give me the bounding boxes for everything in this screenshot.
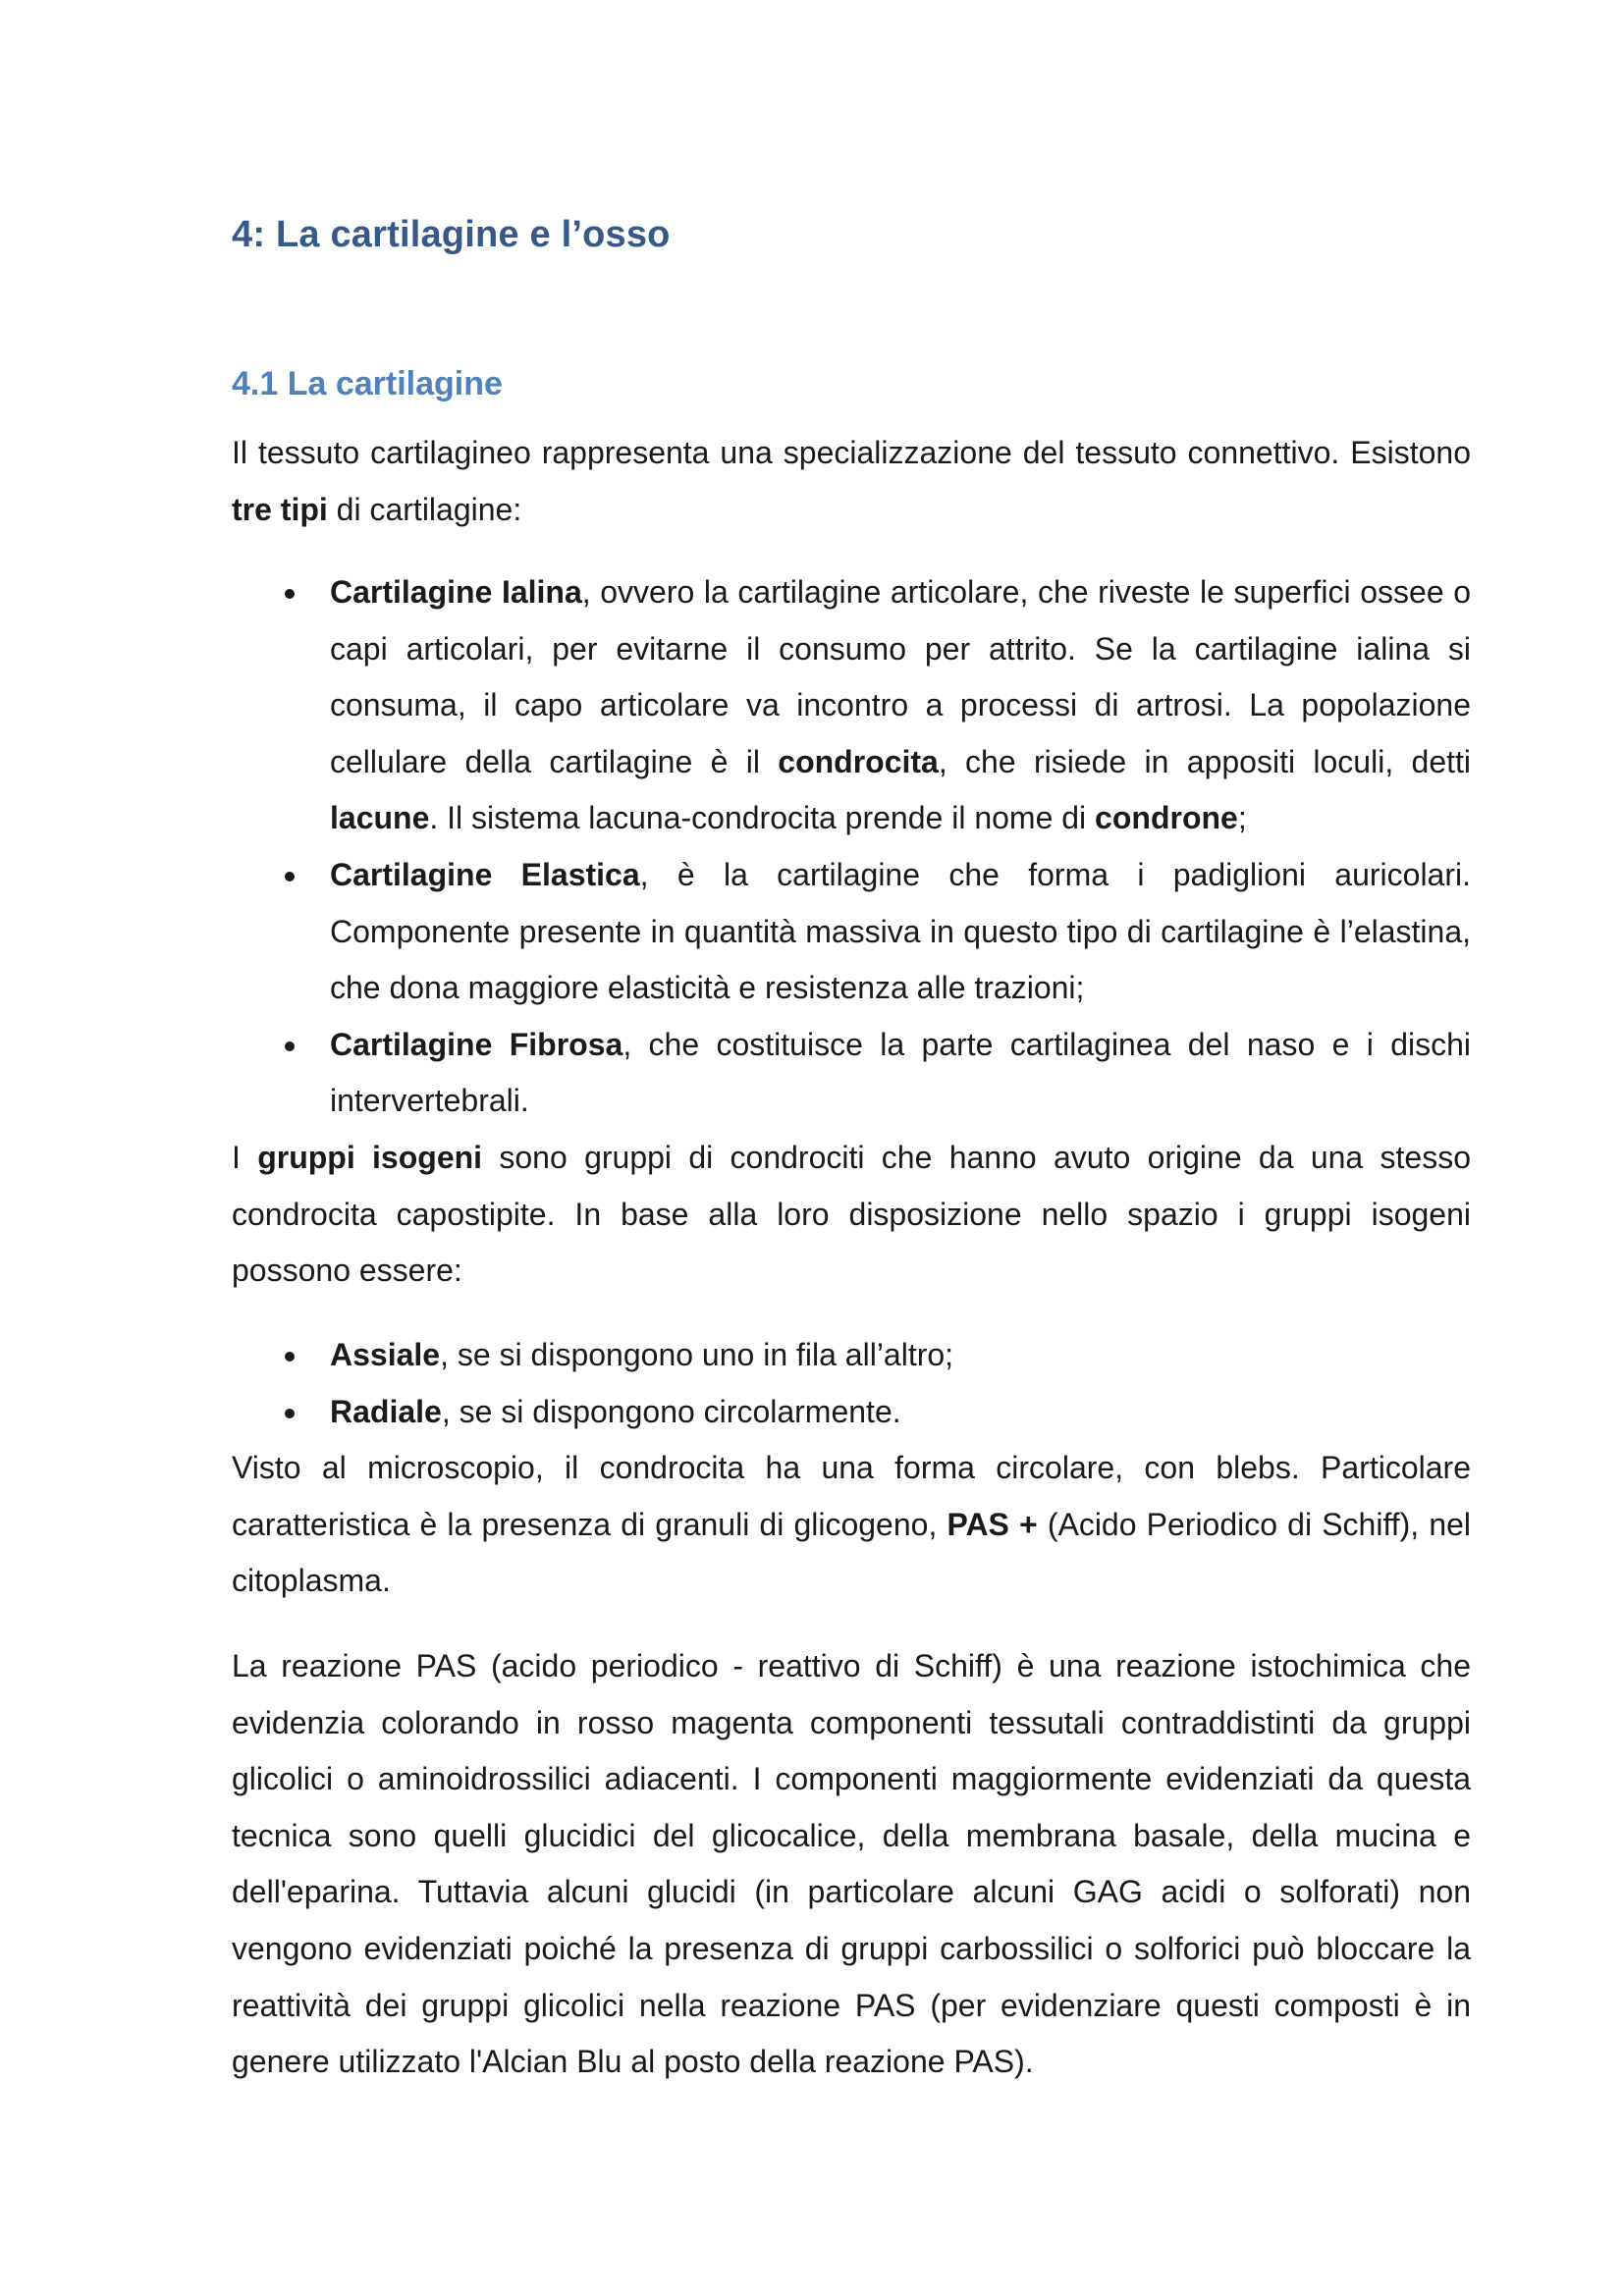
desc-fibrosa: , che costituisce la parte cartilaginea del naso e i dischi intervertebrali. xyxy=(330,1026,1472,1119)
list-item-radiale xyxy=(232,1384,1471,1441)
desc-radiale: , se si dispongono circolarmente. xyxy=(441,1393,901,1429)
bullet-icon xyxy=(285,589,295,599)
term-pas-plus: PAS + xyxy=(947,1506,1038,1542)
term-elastica: Cartilagine Elastica xyxy=(330,856,640,892)
term-fibrosa: Cartilagine Fibrosa xyxy=(330,1026,623,1062)
desc-ialina-1: , ovvero la cartilagine articolare, che riveste le superfici ossee o capi articolari, per evitarne il consumo per attrito. Se la cartilagine ialina si consuma, il capo articolare va incontro a processi di artrosi. La popolazione cellulare della cartilagine è il xyxy=(330,574,1472,779)
list-item-assiale xyxy=(232,1327,1471,1384)
microscopio-text-2: (Acido Periodico di Schiff), nel citoplasma. xyxy=(232,1506,1472,1599)
desc-assiale: , se si dispongono uno in fila all’altro; xyxy=(440,1337,954,1372)
bullet-icon xyxy=(285,1409,295,1418)
desc-ialina-2: , che risiede in appositi loculi, detti xyxy=(938,743,1472,779)
desc-ialina-4: ; xyxy=(1237,800,1247,836)
isogeni-types-list xyxy=(232,1327,1471,1440)
term-radiale: Radiale xyxy=(330,1393,442,1429)
intro-paragraph xyxy=(232,425,1471,538)
isogeni-paragraph xyxy=(232,1130,1471,1300)
term-gruppi-isogeni: gruppi isogeni xyxy=(257,1140,483,1175)
list-item-ialina xyxy=(232,564,1471,847)
microscopio-text-1: Visto al microscopio, il condrocita ha una forma circolare, con blebs. Particolare caratteristica è la presenza di granuli di glicogeno, xyxy=(232,1450,1471,1542)
term-ialina: Cartilagine Ialina xyxy=(330,574,582,610)
cartilage-types-list xyxy=(232,564,1471,1130)
bullet-icon xyxy=(285,872,295,881)
intro-bold-tre-tipi: tre tipi xyxy=(232,491,328,527)
term-lacune: lacune xyxy=(330,800,430,836)
microscopio-paragraph xyxy=(232,1440,1471,1610)
isogeni-text-2: sono gruppi di condrociti che hanno avuto origine da una stesso condrocita capostipite. In base alla loro disposizione nello spazio i gruppi isogeni possono essere: xyxy=(232,1140,1472,1289)
intro-text-2: di cartilagine: xyxy=(327,491,522,527)
pas-paragraph: La reazione PAS (acido periodico - reattivo di Schiff) è una reazione istochimica che evidenzia colorando in rosso magenta componenti tessutali contraddistinti da gruppi glicolici o aminoidrossilici adiacenti. I componenti maggiormente evidenziati da questa tecnica sono quelli glucidici del glicocalice, della membrana basale, della mucina e dell'eparina. Tuttavia alcuni glucidi (in particolare alcuni GAG acidi o solforati) non vengono evidenziati poiché la presenza di gruppi carbossilici o solforici può bloccare la reattività dei gruppi glicolici nella reazione PAS (per evidenziare questi composti è in genere utilizzato l'Alcian Blu al posto della reazione PAS). xyxy=(232,1648,1471,2080)
desc-ialina-3: . Il sistema lacuna-condrocita prende il nome di xyxy=(429,800,1096,836)
desc-elastica: , è la cartilagine che forma i padiglioni auricolari. Componente presente in quantità massiva in questo tipo di cartilagine è l’elastina, che dona maggiore elasticità e resistenza alle trazioni; xyxy=(330,856,1472,1006)
bullet-icon xyxy=(285,1352,295,1362)
term-condrone: condrone xyxy=(1095,800,1238,836)
term-assiale: Assiale xyxy=(330,1337,441,1372)
chapter-title: 4: La cartilagine e l’osso xyxy=(232,214,671,255)
term-condrocita: condrocita xyxy=(778,743,939,779)
intro-text-1: Il tessuto cartilagineo rappresenta una specializzazione del tessuto connettivo. Esistono xyxy=(232,435,1471,470)
section-title: 4.1 La cartilagine xyxy=(232,365,503,402)
bullet-icon xyxy=(285,1041,295,1051)
list-item-elastica xyxy=(232,847,1471,1017)
isogeni-text-1: I xyxy=(232,1140,258,1175)
list-item-fibrosa xyxy=(232,1017,1471,1130)
